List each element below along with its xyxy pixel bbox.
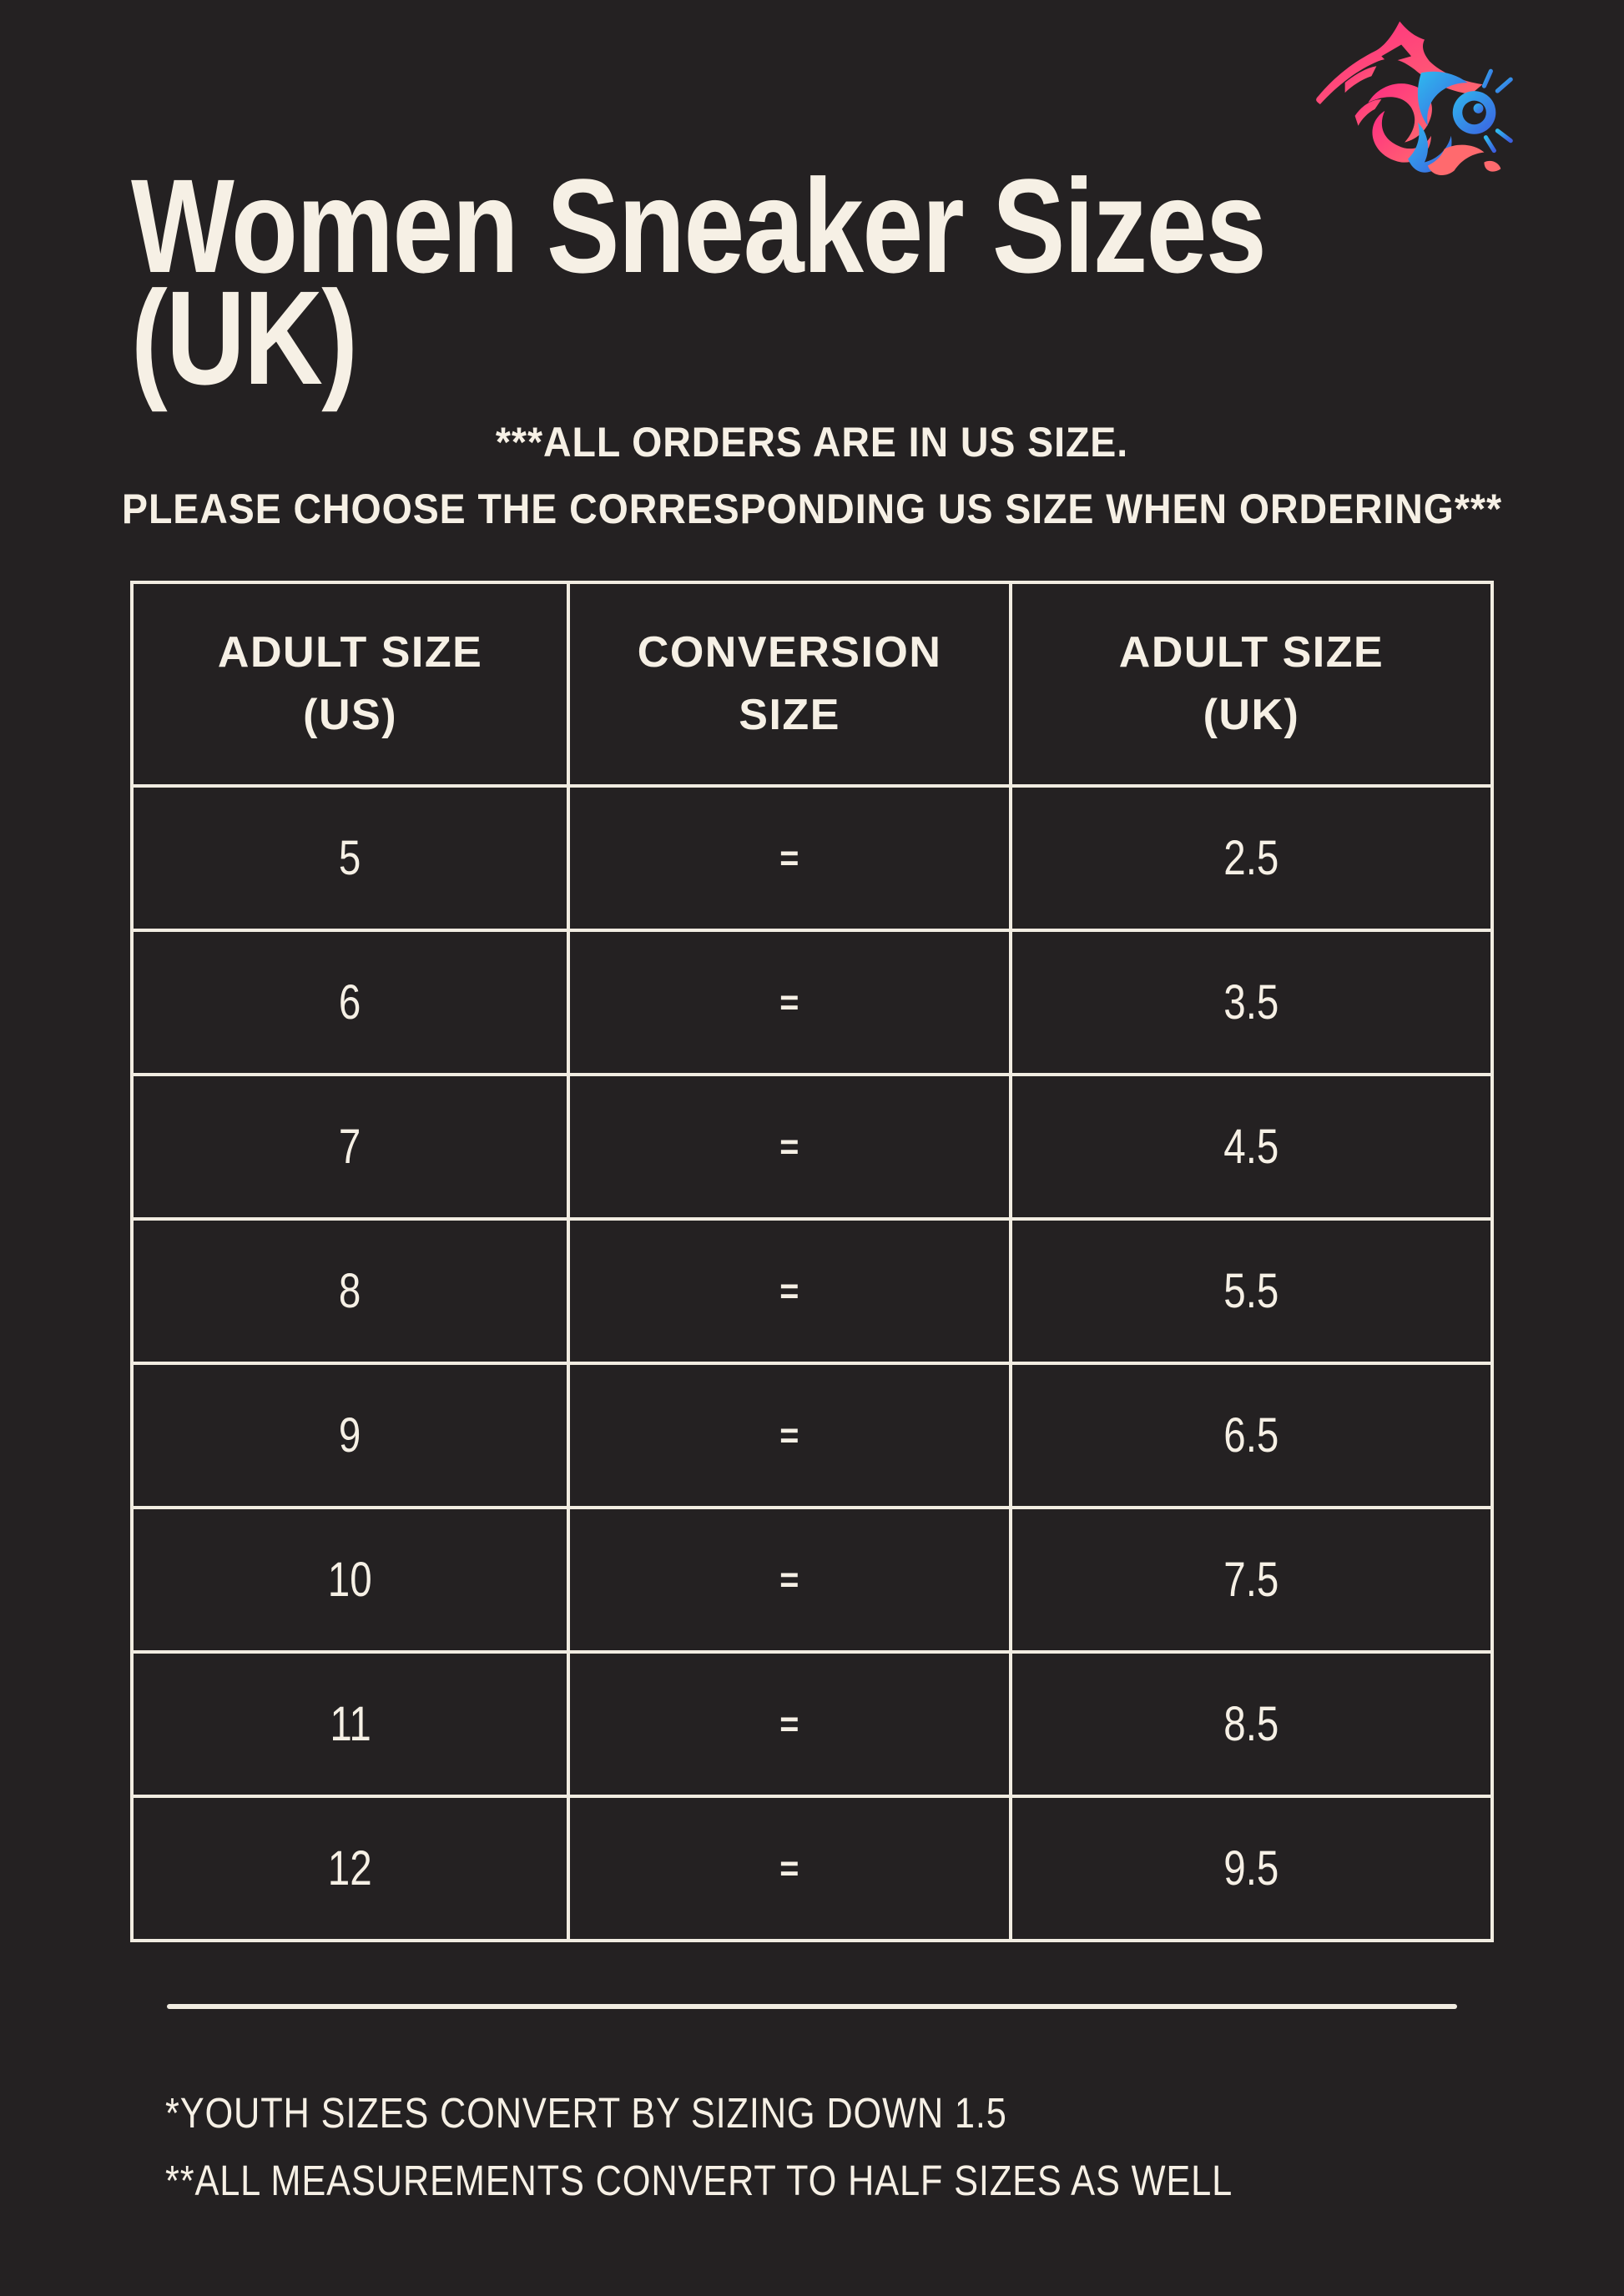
size-table-body (132, 786, 1492, 1941)
wizard-icon (1305, 15, 1537, 187)
us-size-cell-value: 5 (339, 831, 361, 885)
uk-size-cell (1011, 786, 1492, 930)
table-row (132, 1075, 1492, 1219)
us-size-cell (132, 1075, 568, 1219)
uk-size-cell (1011, 930, 1492, 1075)
table-row (132, 786, 1492, 930)
us-size-cell (132, 1219, 568, 1363)
equals-cell-value: = (779, 837, 799, 879)
equals-cell-value: = (779, 1847, 799, 1889)
page-title-line1: Women Sneaker Sizes (131, 151, 1266, 300)
equals-cell (568, 1363, 1011, 1508)
uk-size-cell (1011, 1508, 1492, 1652)
equals-cell-value: = (779, 1414, 799, 1456)
us-size-cell-value: 7 (339, 1120, 361, 1174)
footnotes (165, 2079, 1421, 2214)
equals-cell (568, 1219, 1011, 1363)
page-title (131, 151, 1515, 412)
uk-size-cell-value: 3.5 (1223, 975, 1279, 1030)
table-row (132, 1652, 1492, 1796)
footnote-half-sizes: **ALL MEASUREMENTS CONVERT TO HALF SIZES AS WELL (165, 2157, 1233, 2204)
us-size-cell-value: 6 (339, 975, 361, 1030)
size-conversion-table-container (130, 581, 1494, 1942)
uk-size-cell-value: 8.5 (1223, 1697, 1279, 1751)
us-size-cell-value: 9 (339, 1408, 361, 1463)
us-size-cell (132, 786, 568, 930)
header-adult-size-uk-line1: ADULT SIZE (1118, 628, 1384, 677)
header-conversion-size-line2: SIZE (739, 691, 840, 739)
header-conversion-size (568, 582, 1011, 786)
equals-cell-value: = (779, 981, 799, 1023)
equals-cell (568, 786, 1011, 930)
table-row (132, 1363, 1492, 1508)
equals-cell (568, 930, 1011, 1075)
ordering-notice-line2: PLEASE CHOOSE THE CORRESPONDING US SIZE WHEN ORDERING*** (122, 486, 1502, 532)
us-size-cell (132, 1508, 568, 1652)
uk-size-cell-value: 9.5 (1223, 1841, 1279, 1896)
table-row (132, 1219, 1492, 1363)
ordering-notice (0, 409, 1624, 542)
header-adult-size-us (132, 582, 568, 786)
us-size-cell (132, 1796, 568, 1941)
table-row (132, 1796, 1492, 1941)
us-size-cell (132, 930, 568, 1075)
header-adult-size-us-line2: (US) (303, 691, 398, 739)
header-adult-size-us-line1: ADULT SIZE (217, 628, 483, 677)
header-adult-size-uk (1011, 582, 1492, 786)
brand-logo (1305, 15, 1537, 187)
uk-size-cell-value: 2.5 (1223, 831, 1279, 885)
uk-size-cell-value: 6.5 (1223, 1408, 1279, 1463)
equals-cell (568, 1075, 1011, 1219)
table-row (132, 1508, 1492, 1652)
us-size-cell-value: 8 (339, 1264, 361, 1318)
equals-cell-value: = (779, 1558, 799, 1600)
equals-cell-value: = (779, 1270, 799, 1312)
divider-line (167, 2004, 1457, 2009)
us-size-cell (132, 1652, 568, 1796)
equals-cell-value: = (779, 1125, 799, 1167)
equals-cell (568, 1652, 1011, 1796)
header-adult-size-uk-line2: (UK) (1203, 691, 1300, 739)
table-header-row (132, 582, 1492, 786)
uk-size-cell-value: 7.5 (1223, 1553, 1279, 1607)
us-size-cell-value: 12 (328, 1841, 373, 1896)
equals-cell-value: = (779, 1703, 799, 1745)
us-size-cell-value: 10 (328, 1553, 373, 1607)
header-conversion-size-line1: CONVERSION (637, 628, 942, 677)
size-conversion-table (130, 581, 1494, 1942)
uk-size-cell (1011, 1363, 1492, 1508)
uk-size-cell-value: 4.5 (1223, 1120, 1279, 1174)
us-size-cell (132, 1363, 568, 1508)
uk-size-cell (1011, 1652, 1492, 1796)
footnote-youth-sizes: *YOUTH SIZES CONVERT BY SIZING DOWN 1.5 (165, 2089, 1007, 2137)
uk-size-cell-value: 5.5 (1223, 1264, 1279, 1318)
equals-cell (568, 1796, 1011, 1941)
us-size-cell-value: 11 (329, 1697, 371, 1751)
page-title-line2: (UK) (131, 263, 357, 412)
uk-size-cell (1011, 1219, 1492, 1363)
uk-size-cell (1011, 1796, 1492, 1941)
ordering-notice-line1: ***ALL ORDERS ARE IN US SIZE. (495, 419, 1129, 466)
equals-cell (568, 1508, 1011, 1652)
table-row (132, 930, 1492, 1075)
uk-size-cell (1011, 1075, 1492, 1219)
